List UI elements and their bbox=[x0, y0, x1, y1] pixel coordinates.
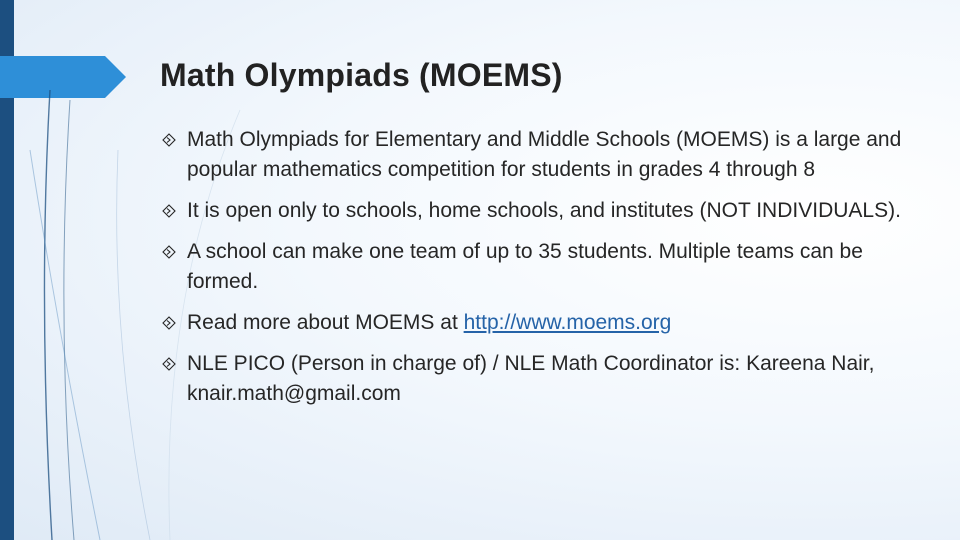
bullet-text: NLE PICO (Person in charge of) / NLE Math Coordinator is: Kareena Nair, knair.math@gmail.com bbox=[187, 352, 875, 405]
bullet-item bbox=[162, 349, 932, 409]
diamond-arrow-icon bbox=[162, 357, 176, 371]
bullet-list bbox=[162, 125, 932, 420]
bullet-item bbox=[162, 125, 932, 185]
diamond-arrow-icon bbox=[162, 133, 176, 147]
bullet-item bbox=[162, 237, 932, 297]
diamond-arrow-icon bbox=[162, 316, 176, 330]
bullet-text: A school can make one team of up to 35 students. Multiple teams can be formed. bbox=[187, 240, 863, 293]
bullet-text: Math Olympiads for Elementary and Middle Schools (MOEMS) is a large and popular mathematics competition for students in grades 4 through 8 bbox=[187, 128, 902, 181]
bullet-text: It is open only to schools, home schools, and institutes (NOT INDIVIDUALS). bbox=[187, 199, 901, 222]
diamond-arrow-icon bbox=[162, 245, 176, 259]
diamond-arrow-icon bbox=[162, 204, 176, 218]
bullet-item bbox=[162, 308, 932, 338]
moems-link[interactable]: http://www.moems.org bbox=[463, 311, 672, 334]
bullet-item bbox=[162, 196, 932, 226]
bullet-text: Read more about MOEMS at bbox=[187, 311, 464, 334]
slide-title: Math Olympiads (MOEMS) bbox=[160, 57, 563, 93]
